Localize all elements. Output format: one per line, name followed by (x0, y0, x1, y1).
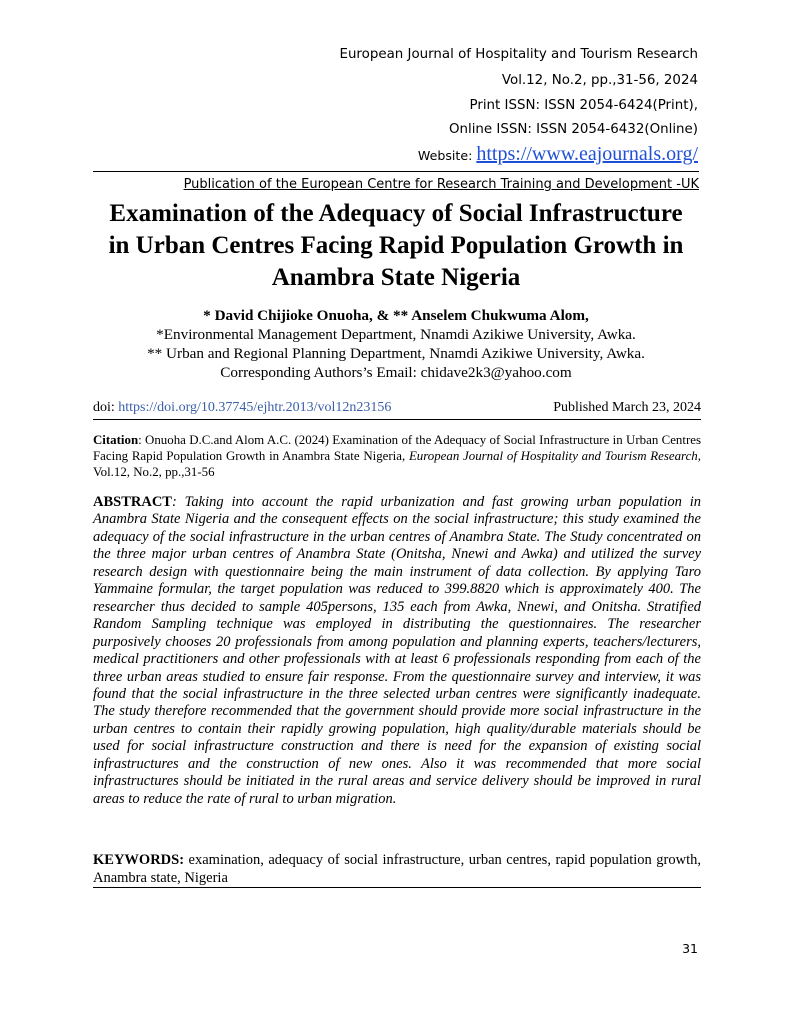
abstract-text: Taking into account the rapid urbanization and fast growing urban population in Anambra State Nigeria and the consequent effects on the social infrastructure; this study examined the adequacy of the social infrastructure in the urban centres of Anambra State. The Study concentrated on the three major urban centres of Anambra State (Onitsha, Nnewi and Awka) and utilized the survey research design with questionnaire being the main instrument of data collection. By applying Taro Yammaine formular, the target population was reduced to 399.8820 which is approximately 400. The researcher thus decided to sample 405persons, 135 each from Awka, Nnewi, and Onitsha. Stratified Random Sampling technique was employed in distributing the questionnaires. The researcher purposively chooses 20 professionals from among population and planning experts, teachers/lecturers, medical practitioners and other professionals with at least 6 professionals responding from each of the three urban areas studied to ensure fair response. From the questionnaire survey and interview, it was found that the social infrastructure in the three selected urban centres were significantly inadequate. The study therefore recommended that the government should provide more social infrastructure in the urban centres to contain their rapidly growing population, high quality/durable materials should be used for social infrastructure construction and there is need for the expansion of existing social infrastructures and the construction of new ones. Also it was recommended that more social infrastructures should be initiated in the rural areas and service delivery should be improved in rural areas to reduce the rate of rural to urban migration. (93, 494, 701, 807)
online-issn: Online ISSN: ISSN 2054-6432(Online) (448, 122, 698, 137)
doi-link[interactable]: https://doi.org/10.37745/ejhtr.2013/vol12n23156 (118, 400, 392, 415)
citation-label: Citation (93, 433, 139, 447)
journal-name: European Journal of Hospitality and Tourism Research (339, 47, 698, 62)
title-line-3: Anambra State Nigeria (271, 264, 521, 291)
citation-text-a: : Onuoha D.C.and Alom A.C. (2024) Examination of the Adequacy of Social Infrastructure in Urban Centres Facing Rapid Population Growth in Anambra State Nigeria, (93, 433, 701, 463)
volume-info: Vol.12, No.2, pp.,31-56, 2024 (501, 73, 698, 88)
citation-journal: European Journal of Hospitality and Tourism Research (408, 449, 698, 463)
affiliation-2: ** Urban and Regional Planning Department, Nnamdi Azikiwe University, Awka. (147, 345, 645, 362)
print-issn: Print ISSN: ISSN 2054-6424(Print), (469, 98, 698, 113)
abstract-colon: : (171, 494, 177, 510)
abstract-label: ABSTRACT (93, 494, 172, 510)
publisher-line: Publication of the European Centre for Research Training and Development -UK (183, 177, 699, 192)
published-date: Published March 23, 2024 (553, 400, 701, 415)
website-link[interactable]: https://www.eajournals.org/ (476, 143, 698, 165)
keywords-text: examination, adequacy of social infrastructure, urban centres, rapid population growth, Anambra state, Nigeria (93, 852, 701, 886)
doi-label: doi: (93, 400, 115, 415)
website-label: Website: (417, 148, 473, 163)
doi-divider (93, 419, 701, 420)
abstract (93, 494, 701, 808)
affiliation-1: *Environmental Management Department, Nnamdi Azikiwe University, Awka. (156, 326, 636, 343)
website-line (418, 143, 698, 166)
title-line-1: Examination of the Adequacy of Social Infrastructure (109, 200, 683, 227)
author-names: * David Chijioke Onuoha, & ** Anselem Chukwuma Alom, (203, 307, 589, 324)
author-block (93, 306, 699, 382)
citation-block (93, 432, 701, 480)
keywords-label: KEYWORDS: (93, 852, 185, 868)
citation-text-b: , Vol.12, No.2, pp.,31-56 (93, 449, 701, 479)
doi-row (93, 400, 701, 416)
corresponding-email: Corresponding Authors’s Email: chidave2k3@yahoo.com (220, 364, 572, 381)
keywords-divider (93, 887, 701, 888)
header-divider (93, 171, 699, 172)
keywords (93, 851, 701, 887)
title-line-2: in Urban Centres Facing Rapid Population Growth in (108, 232, 684, 259)
article-title (93, 198, 699, 294)
page-number: 31 (682, 941, 698, 956)
